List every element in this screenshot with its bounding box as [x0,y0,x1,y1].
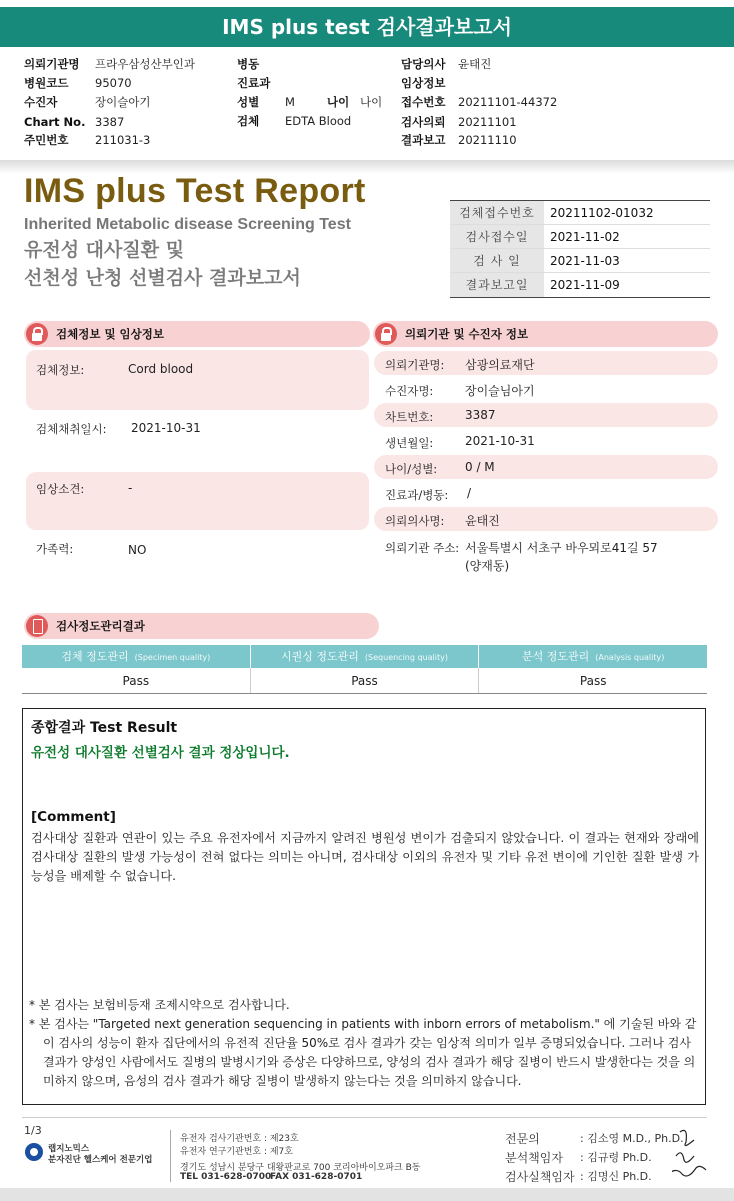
report-subtitle-en: Inherited Metabolic disease Screening Test [24,216,351,233]
header-value: 3387 [95,115,125,129]
qc-value-cell: Pass [579,674,607,688]
header-key: 병원코드 [24,76,69,90]
field-label: 의뢰기관 주소: [385,541,460,555]
qc-header-ko: 시퀀싱 정도관리 [281,650,359,663]
field-value: (양재동) [465,559,510,573]
company-fax: FAX 031-628-0701 [270,1172,363,1182]
receipt-value: 2021-11-02 [550,230,620,244]
lock-icon [375,323,397,345]
test-result-box [22,708,706,1105]
qc-header-cell [22,645,251,668]
header-key: 담당의사 [401,57,446,71]
header-key: 진료과 [237,76,271,90]
receipt-row [450,201,710,225]
field-value: 3387 [465,408,496,422]
field-value: / [467,486,472,500]
field-label: 의뢰의사명: [385,514,445,528]
header-key: 검체 [237,114,260,128]
note-insurance: * 본 검사는 보험비등재 조제시약으로 검사합니다. [29,998,290,1012]
result-summary: 유전성 대사질환 선별검사 결과 정상입니다. [31,745,290,761]
header-value: 장이슬아기 [95,95,151,109]
receipt-value: 2021-11-03 [550,254,620,268]
staff-name: : 김명신 Ph.D. [580,1170,652,1183]
qc-value-row [22,668,707,694]
field-value: 0 / M [465,460,495,474]
header-key: 나이 [327,95,350,109]
receipt-row [450,225,710,249]
field-label: 나이/성별: [385,462,438,476]
header-key: 의뢰기관명 [24,57,80,71]
section-title: 검사정도관리결과 [56,619,145,633]
receipt-value: 2021-11-09 [550,278,620,292]
staff-role: 분석책임자 [505,1151,563,1165]
header-value: 윤태진 [458,57,492,71]
specimen-section-header [24,321,370,347]
footer-divider [22,1117,707,1118]
page-number: 1/3 [24,1124,42,1137]
result-title: 종합결과 Test Result [31,720,178,736]
receipt-value: 20211102-01032 [550,206,654,220]
qc-table [22,645,707,694]
header-value: 211031-3 [95,133,151,147]
header-key: 성별 [237,95,260,109]
qc-header-ko: 검체 정도관리 [61,650,129,663]
field-value: 2021-10-31 [131,421,201,435]
subtitle-line: 선천성 난청 선별검사 결과보고서 [24,267,301,289]
header-value: 20211110 [458,133,517,147]
staff-name: : 김소영 M.D., Ph.D. [580,1132,684,1145]
receipt-row [450,273,710,297]
header-key: 임상정보 [401,76,446,90]
field-label: 수진자명: [385,384,434,398]
qc-header-cell [251,645,480,668]
header-value: 20211101-44372 [458,95,558,109]
company-address: 경기도 성남시 분당구 대왕판교로 700 코리아바이오파크 B동 [180,1163,421,1173]
staff-name: : 김규령 Ph.D. [580,1151,652,1164]
field-value: Cord blood [128,362,194,376]
field-value: 서울특별시 서초구 바우뫼로41길 57 [465,541,658,555]
receipt-row [450,249,710,273]
subtitle-line: 유전성 대사질환 및 [24,239,185,261]
header-key: Chart No. [24,115,86,129]
header-key: 결과보고 [401,133,446,147]
qc-section-header [24,613,379,639]
registration-line: 유전자 연구기관번호 : 제7호 [180,1147,293,1157]
field-label: 임상소견: [36,482,85,496]
header-value: EDTA Blood [285,114,352,128]
comment-text: 검사대상 질환과 연관이 있는 주요 유전자에서 지금까지 알려진 병원성 변이가 검출되지 않았습니다. 이 결과는 현재와 장래에 검사대상 질환의 발생 가능성이 전혀 없다는 의미는 아니며, 검사대상 이외의 유전자 및 기타 유전 변이에 기인한 질환 발생 가능성을 배제할 수 없습니다. [31,831,699,883]
qc-header-en: (Sequencing quality) [364,653,448,662]
report-subtitle-ko [24,236,301,292]
report-title: IMS plus Test Report [24,172,366,210]
header-key: 수진자 [24,95,58,109]
section-title: 검체정보 및 임상정보 [56,327,164,341]
receipt-label: 검체접수번호 [450,201,544,224]
qc-header-row [22,645,707,668]
qc-header-en: (Analysis quality) [595,653,665,662]
header-key: 주민번호 [24,133,69,147]
staff-role: 전문의 [505,1132,540,1146]
specimen-info-box [26,350,369,410]
company-name: 랩지노믹스 [48,1144,90,1154]
header-value: 프라우삼성산부인과 [95,57,195,71]
client-section-header [373,321,718,347]
field-value: NO [128,543,147,557]
page-bottom-strip [0,1188,734,1201]
receipt-label: 결과보고일 [450,273,544,297]
header-value: 나이 [360,95,383,109]
field-value: 2021-10-31 [465,434,535,448]
header-value: 20211101 [458,115,517,129]
report-banner: IMS plus test 검사결과보고서 [0,7,734,47]
staff-role: 검사실책임자 [505,1170,575,1184]
qc-header-cell [479,645,707,668]
header-key: 검사의뢰 [401,115,446,129]
field-value: 삼광의료재단 [465,358,535,372]
field-label: 진료과/병동: [385,488,449,502]
field-label: 의뢰기관명: [385,358,445,372]
field-label: 검체정보: [36,363,85,377]
qc-value-cell: Pass [22,668,251,693]
field-value: 윤태진 [465,514,500,528]
receipt-table [450,200,710,298]
registration-line: 유전자 검사기관번호 : 제23호 [180,1134,299,1144]
header-value: M [285,95,295,109]
receipt-label: 검사접수일 [450,225,544,248]
company-tel: TEL 031-628-0700 [180,1172,272,1182]
signature-marks [672,1124,712,1184]
field-label: 생년월일: [385,436,434,450]
receipt-label: 검 사 일 [450,249,544,272]
qc-header-en: (Specimen quality) [134,653,211,662]
qc-value-cell: Pass [251,668,480,693]
footer-separator [170,1130,171,1182]
header-key: 접수번호 [401,95,446,109]
comment-title: [Comment] [31,809,116,825]
field-value: - [128,481,133,495]
company-logo-icon [24,1142,44,1162]
note-performance: * 본 검사는 "Targeted next generation sequencing in patients with inborn errors of metabolism." 에 기술된 바와 같이 검사의 성능이 환자 집단에서의 유전적 진단율 50%로 검사 결과가 갖는 임상적 의미가 일부 증명되었습니다. 그러나 검사 결과가 양성인 사람에서도 질병의 발병시기와 증상은 다양하므로, 양성의 검사 결과가 해당 질병이 반드시 발생한다는 것을 의미하지 않으며, 음성의 검사 결과가 해당 질병이 발생하지 않는다는 것을 의미하지 않습니다. [29,1017,697,1088]
qc-header-ko: 분석 정도관리 [521,650,590,663]
field-label: 검체채취일시: [36,422,107,436]
section-title: 의뢰기관 및 수진자 정보 [405,327,529,341]
company-tagline: 분자진단 헬스케어 전문기업 [48,1155,153,1165]
header-value: 95070 [95,76,132,90]
clipboard-icon [26,615,48,637]
lock-icon [26,323,48,345]
field-label: 차트번호: [385,410,434,424]
field-value: 장이슬님아기 [465,384,535,398]
field-label: 가족력: [36,542,74,556]
header-key: 병동 [237,57,260,71]
